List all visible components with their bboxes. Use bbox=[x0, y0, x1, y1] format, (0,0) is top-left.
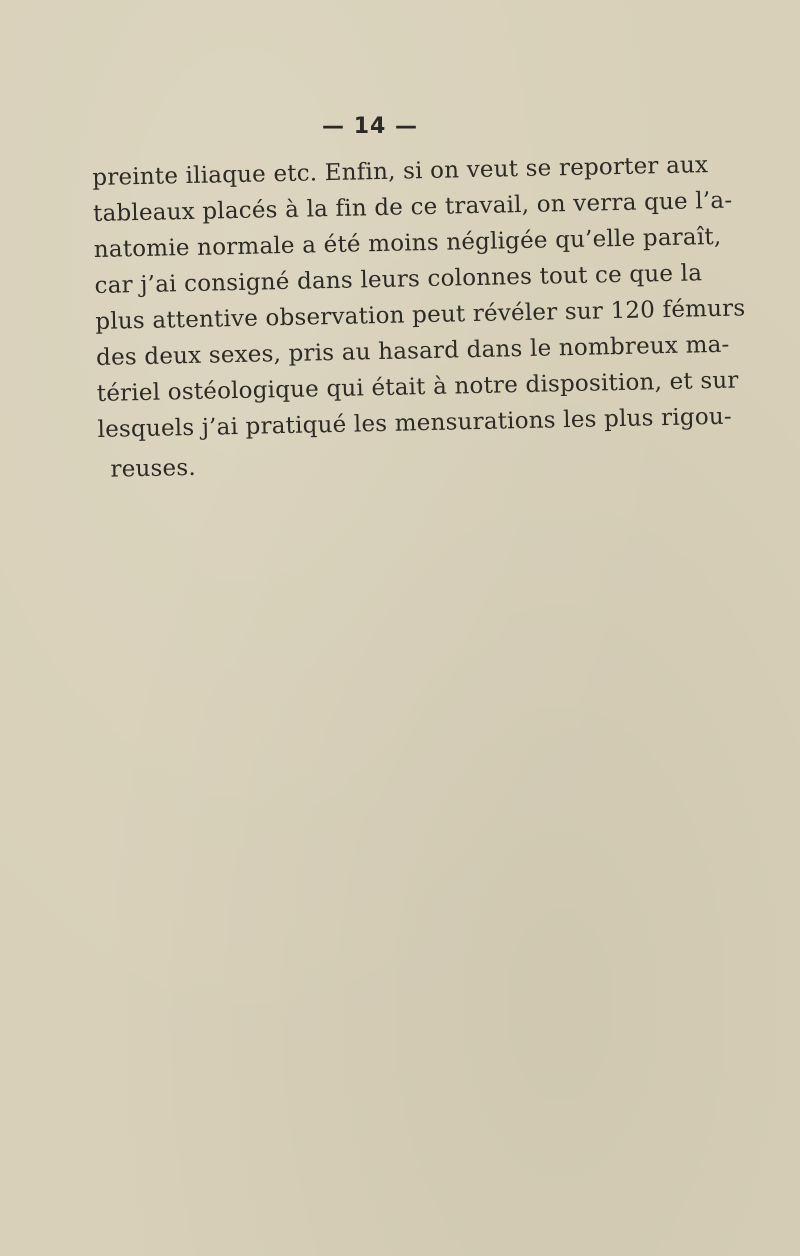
text-line: car j’ai consigné dans leurs colonnes tout ce que la bbox=[94, 260, 703, 299]
text-line: preinte iliaque etc. Enfin, si on veut se reporter aux bbox=[92, 152, 709, 191]
text-line: reuses. bbox=[110, 454, 197, 483]
text-line: tableaux placés à la fin de ce travail, on verra que l’a- bbox=[92, 187, 733, 227]
text-line: natomie normale a été moins négligée qu’elle paraît, bbox=[93, 223, 722, 263]
page-number: — 14 — bbox=[322, 114, 418, 139]
text-line: tériel ostéologique qui était à notre disposition, et sur bbox=[96, 367, 739, 407]
text-line: plus attentive observation peut révéler sur 120 fémurs bbox=[95, 295, 746, 335]
text-line: des deux sexes, pris au hasard dans le nombreux ma- bbox=[95, 331, 730, 371]
text-line: lesquels j’ai pratiqué les mensurations les plus rigou- bbox=[97, 403, 733, 443]
body-paragraph bbox=[92, 148, 746, 488]
